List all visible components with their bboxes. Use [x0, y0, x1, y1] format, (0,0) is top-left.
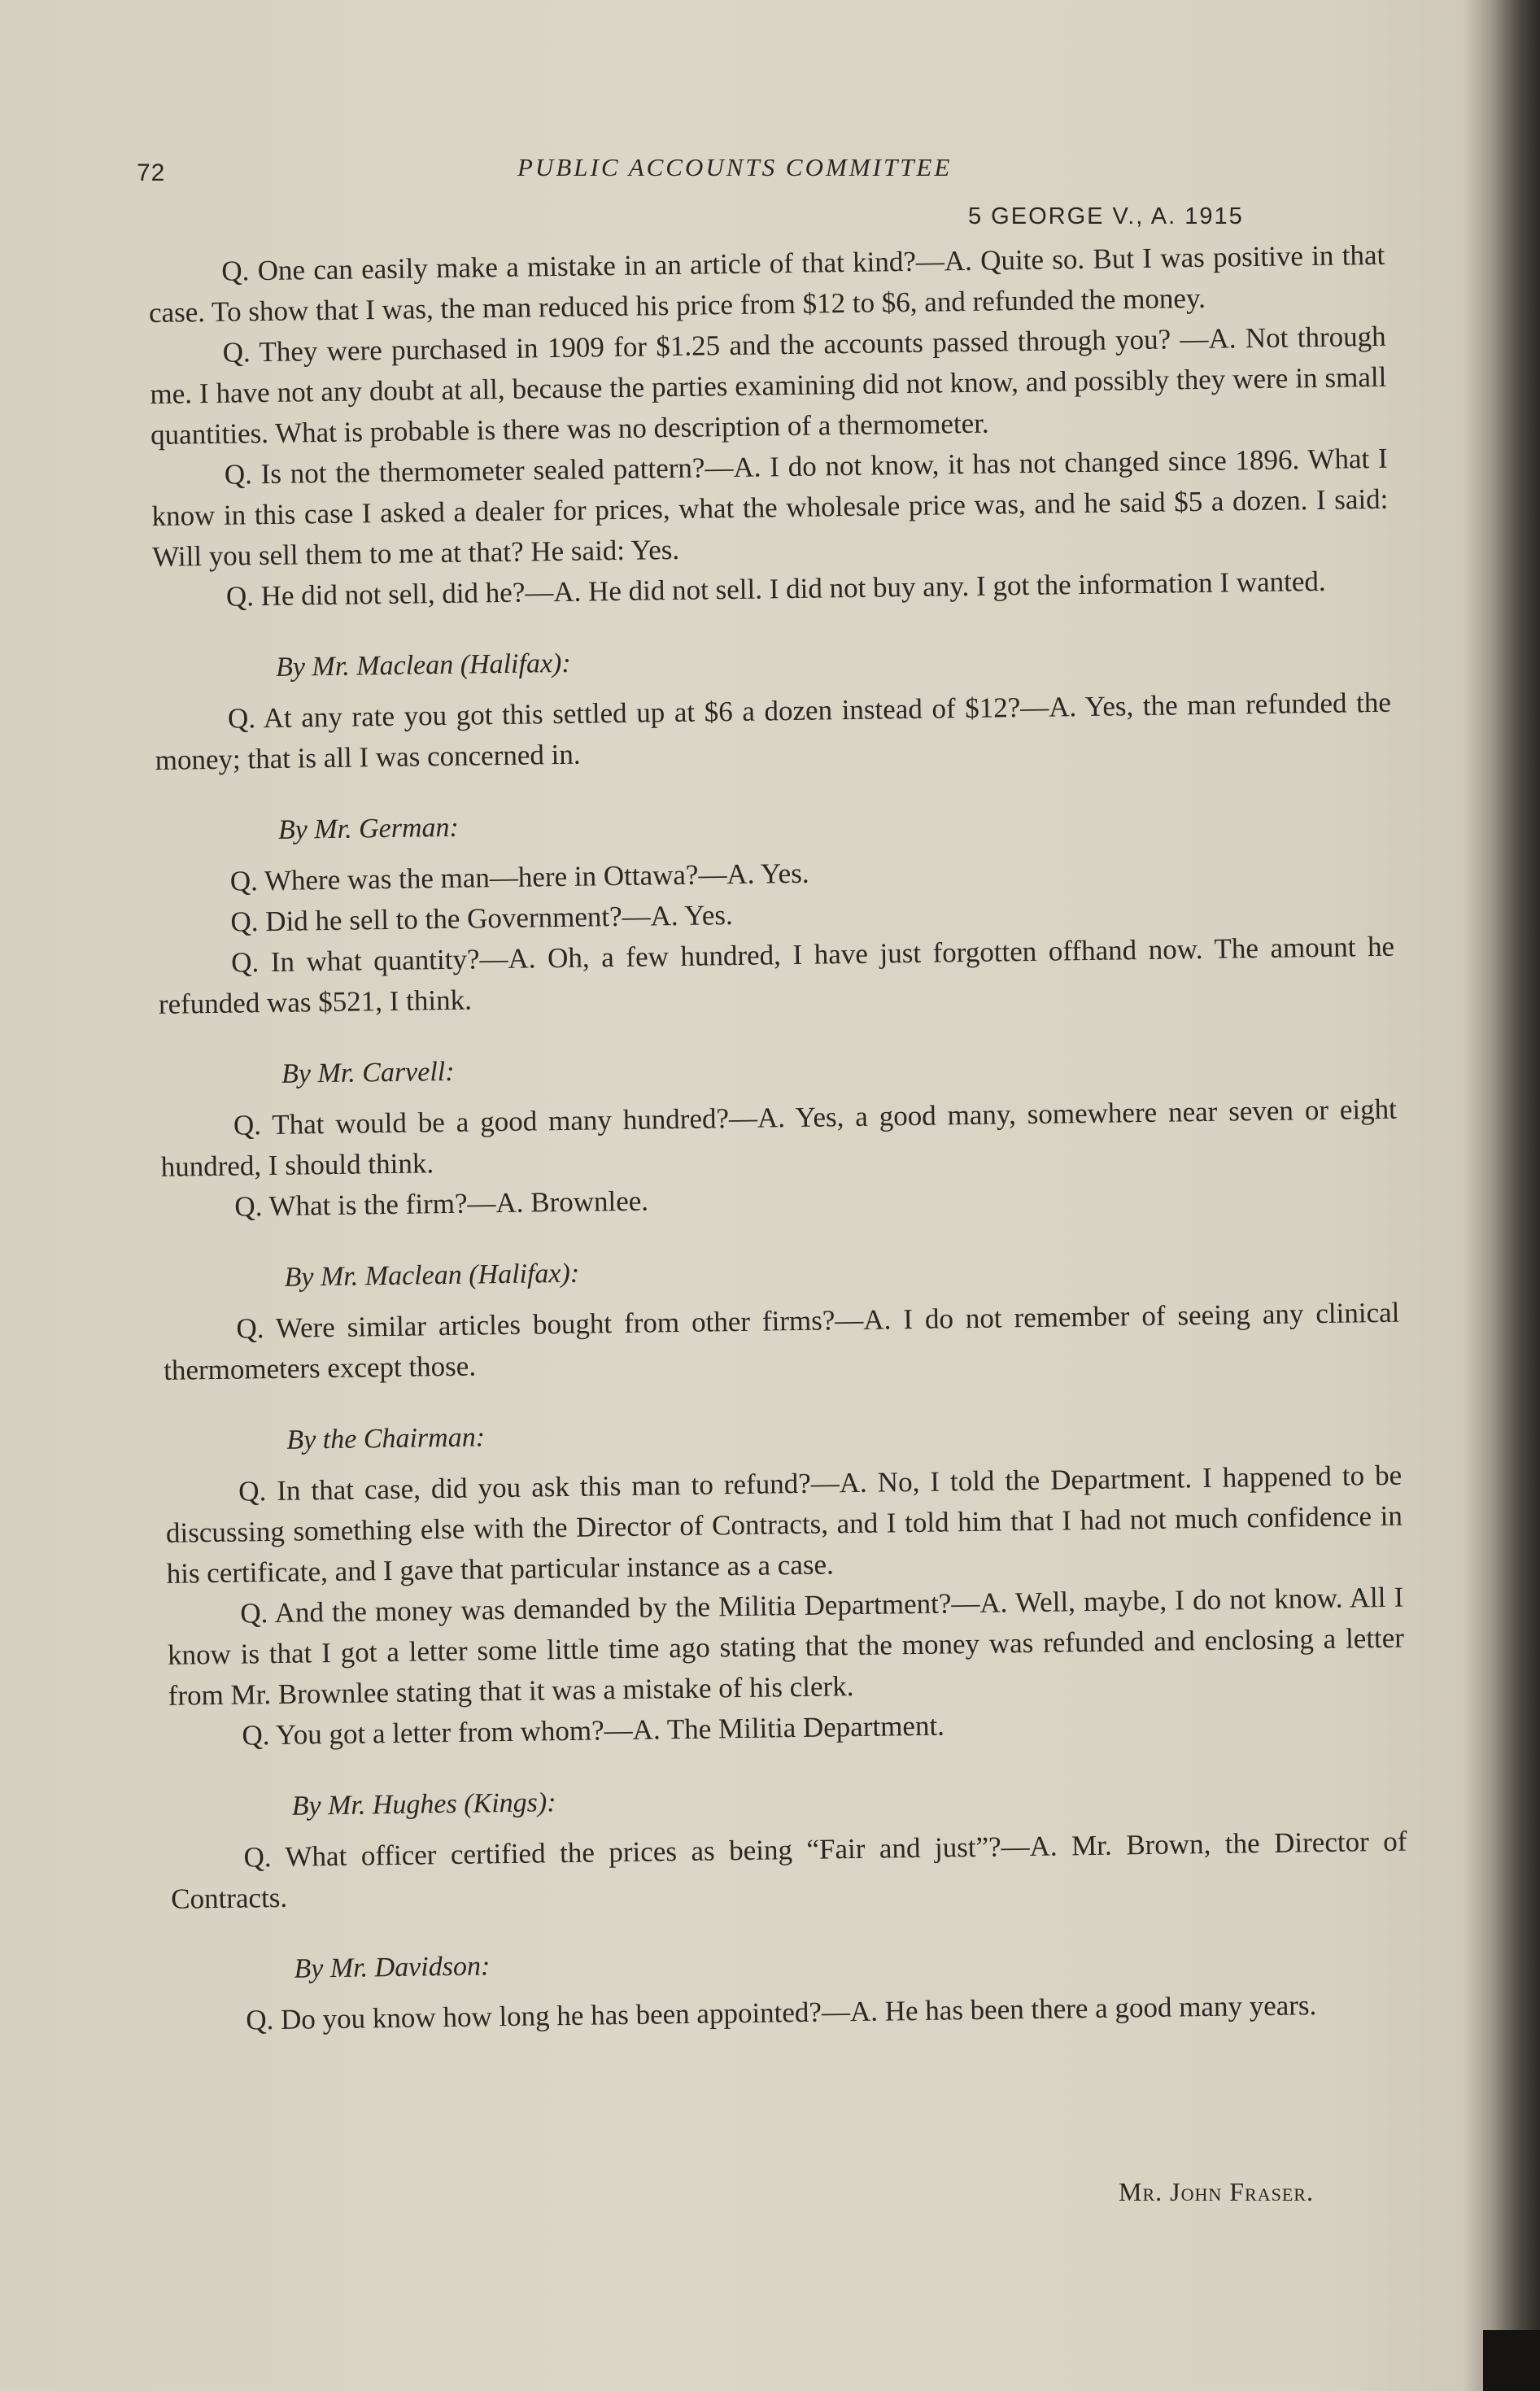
page-number: 72: [137, 159, 166, 186]
examiner-heading: By Mr. Hughes (Kings):: [291, 1787, 556, 1822]
witness-name: Mr. John Fraser.: [1119, 2177, 1314, 2206]
binding-shadow: [1463, 0, 1540, 2391]
examiner-heading: By Mr. German:: [277, 812, 460, 845]
testimony-paragraph: Q. Is not the thermometer sealed pattern?—A. I do not know, it has not changed since 1896. What I know in this case I asked a dealer for prices, what the wholesale price was, and he said $5 a dozen. I said: Will you sell them to me at that? He said: Yes.: [151, 442, 1389, 573]
running-title: PUBLIC ACCOUNTS COMMITTEE: [517, 153, 953, 181]
examiner-heading: By Mr. Maclean (Halifax):: [275, 648, 571, 683]
testimony-paragraph: Q. He did not sell, did he?—A. He did not sell. I did not buy any. I got the information I wanted.: [225, 565, 1326, 613]
testimony-paragraph: Q. Did he sell to the Government?—A. Yes.: [230, 899, 734, 938]
examiner-heading: By Mr. Carvell:: [281, 1056, 455, 1089]
examiner-heading: By the Chairman:: [286, 1422, 486, 1455]
page-header: [137, 153, 1373, 202]
testimony-paragraph: Q. They were purchased in 1909 for $1.25 and the accounts passed through you? —A. Not through me. I have not any doubt at all, because the parties examining did not know, and possibly they were in small quantities. What is probable is there was no description of a thermometer.: [150, 320, 1387, 451]
testimony-paragraph: Q. What officer certified the prices as being “Fair and just”?—A. Mr. Brown, the Director of Contracts.: [170, 1825, 1407, 1915]
examiner-heading: By Mr. Maclean (Halifax):: [284, 1258, 580, 1293]
testimony-paragraph: Q. One can easily make a mistake in an article of that kind?—A. Quite so. But I was positive in that case. To show that I was, the man reduced his price from $12 to $6, and refunded the money.: [148, 238, 1385, 329]
session-line: 5 GEORGE V., A. 1915: [968, 203, 1244, 229]
testimony-paragraph: Q. You got a letter from whom?—A. The Militia Department.: [242, 1709, 945, 1752]
testimony-paragraph: Q. Where was the man—here in Ottawa?—A. Yes.: [229, 857, 809, 897]
testimony-paragraph: Q. Were similar articles bought from other firms?—A. I do not remember of seeing any clinical thermometers except those.: [163, 1296, 1400, 1386]
testimony-paragraph: Q. What is the firm?—A. Brownlee.: [234, 1185, 649, 1223]
testimony-paragraph: Q. In that case, did you ask this man to refund?—A. No, I told the Department. I happened to be discussing something else with the Director of Contracts, and I told him that I had not much confidence in his certificate, and I gave that particular instance as a case.: [165, 1459, 1403, 1590]
transcript-body: [148, 235, 1410, 2042]
testimony-paragraph: Q. At any rate you got this settled up at $6 a dozen instead of $12?—A. Yes, the man refunded the money; that is all I was concerned in.: [155, 686, 1392, 776]
testimony-paragraph: Q. That would be a good many hundred?—A. Yes, a good many, somewhere near seven or eight hundred, I should think.: [160, 1093, 1398, 1183]
testimony-paragraph: Q. In what quantity?—A. Oh, a few hundred, I have just forgotten offhand now. The amount he refunded was $521, I think.: [158, 930, 1395, 1020]
corner-mark: [1483, 2330, 1540, 2391]
testimony-paragraph: Q. Do you know how long he has been appointed?—A. He has been there a good many years.: [246, 1989, 1317, 2036]
testimony-paragraph: Q. And the money was demanded by the Militia Department?—A. Well, maybe, I do not know. All I know is that I got a letter some little time ago stating that the money was refunded and enclosing a letter from Mr. Brownlee stating that it was a mistake of his clerk.: [167, 1581, 1405, 1712]
examiner-heading: By Mr. Davidson:: [294, 1951, 491, 1984]
